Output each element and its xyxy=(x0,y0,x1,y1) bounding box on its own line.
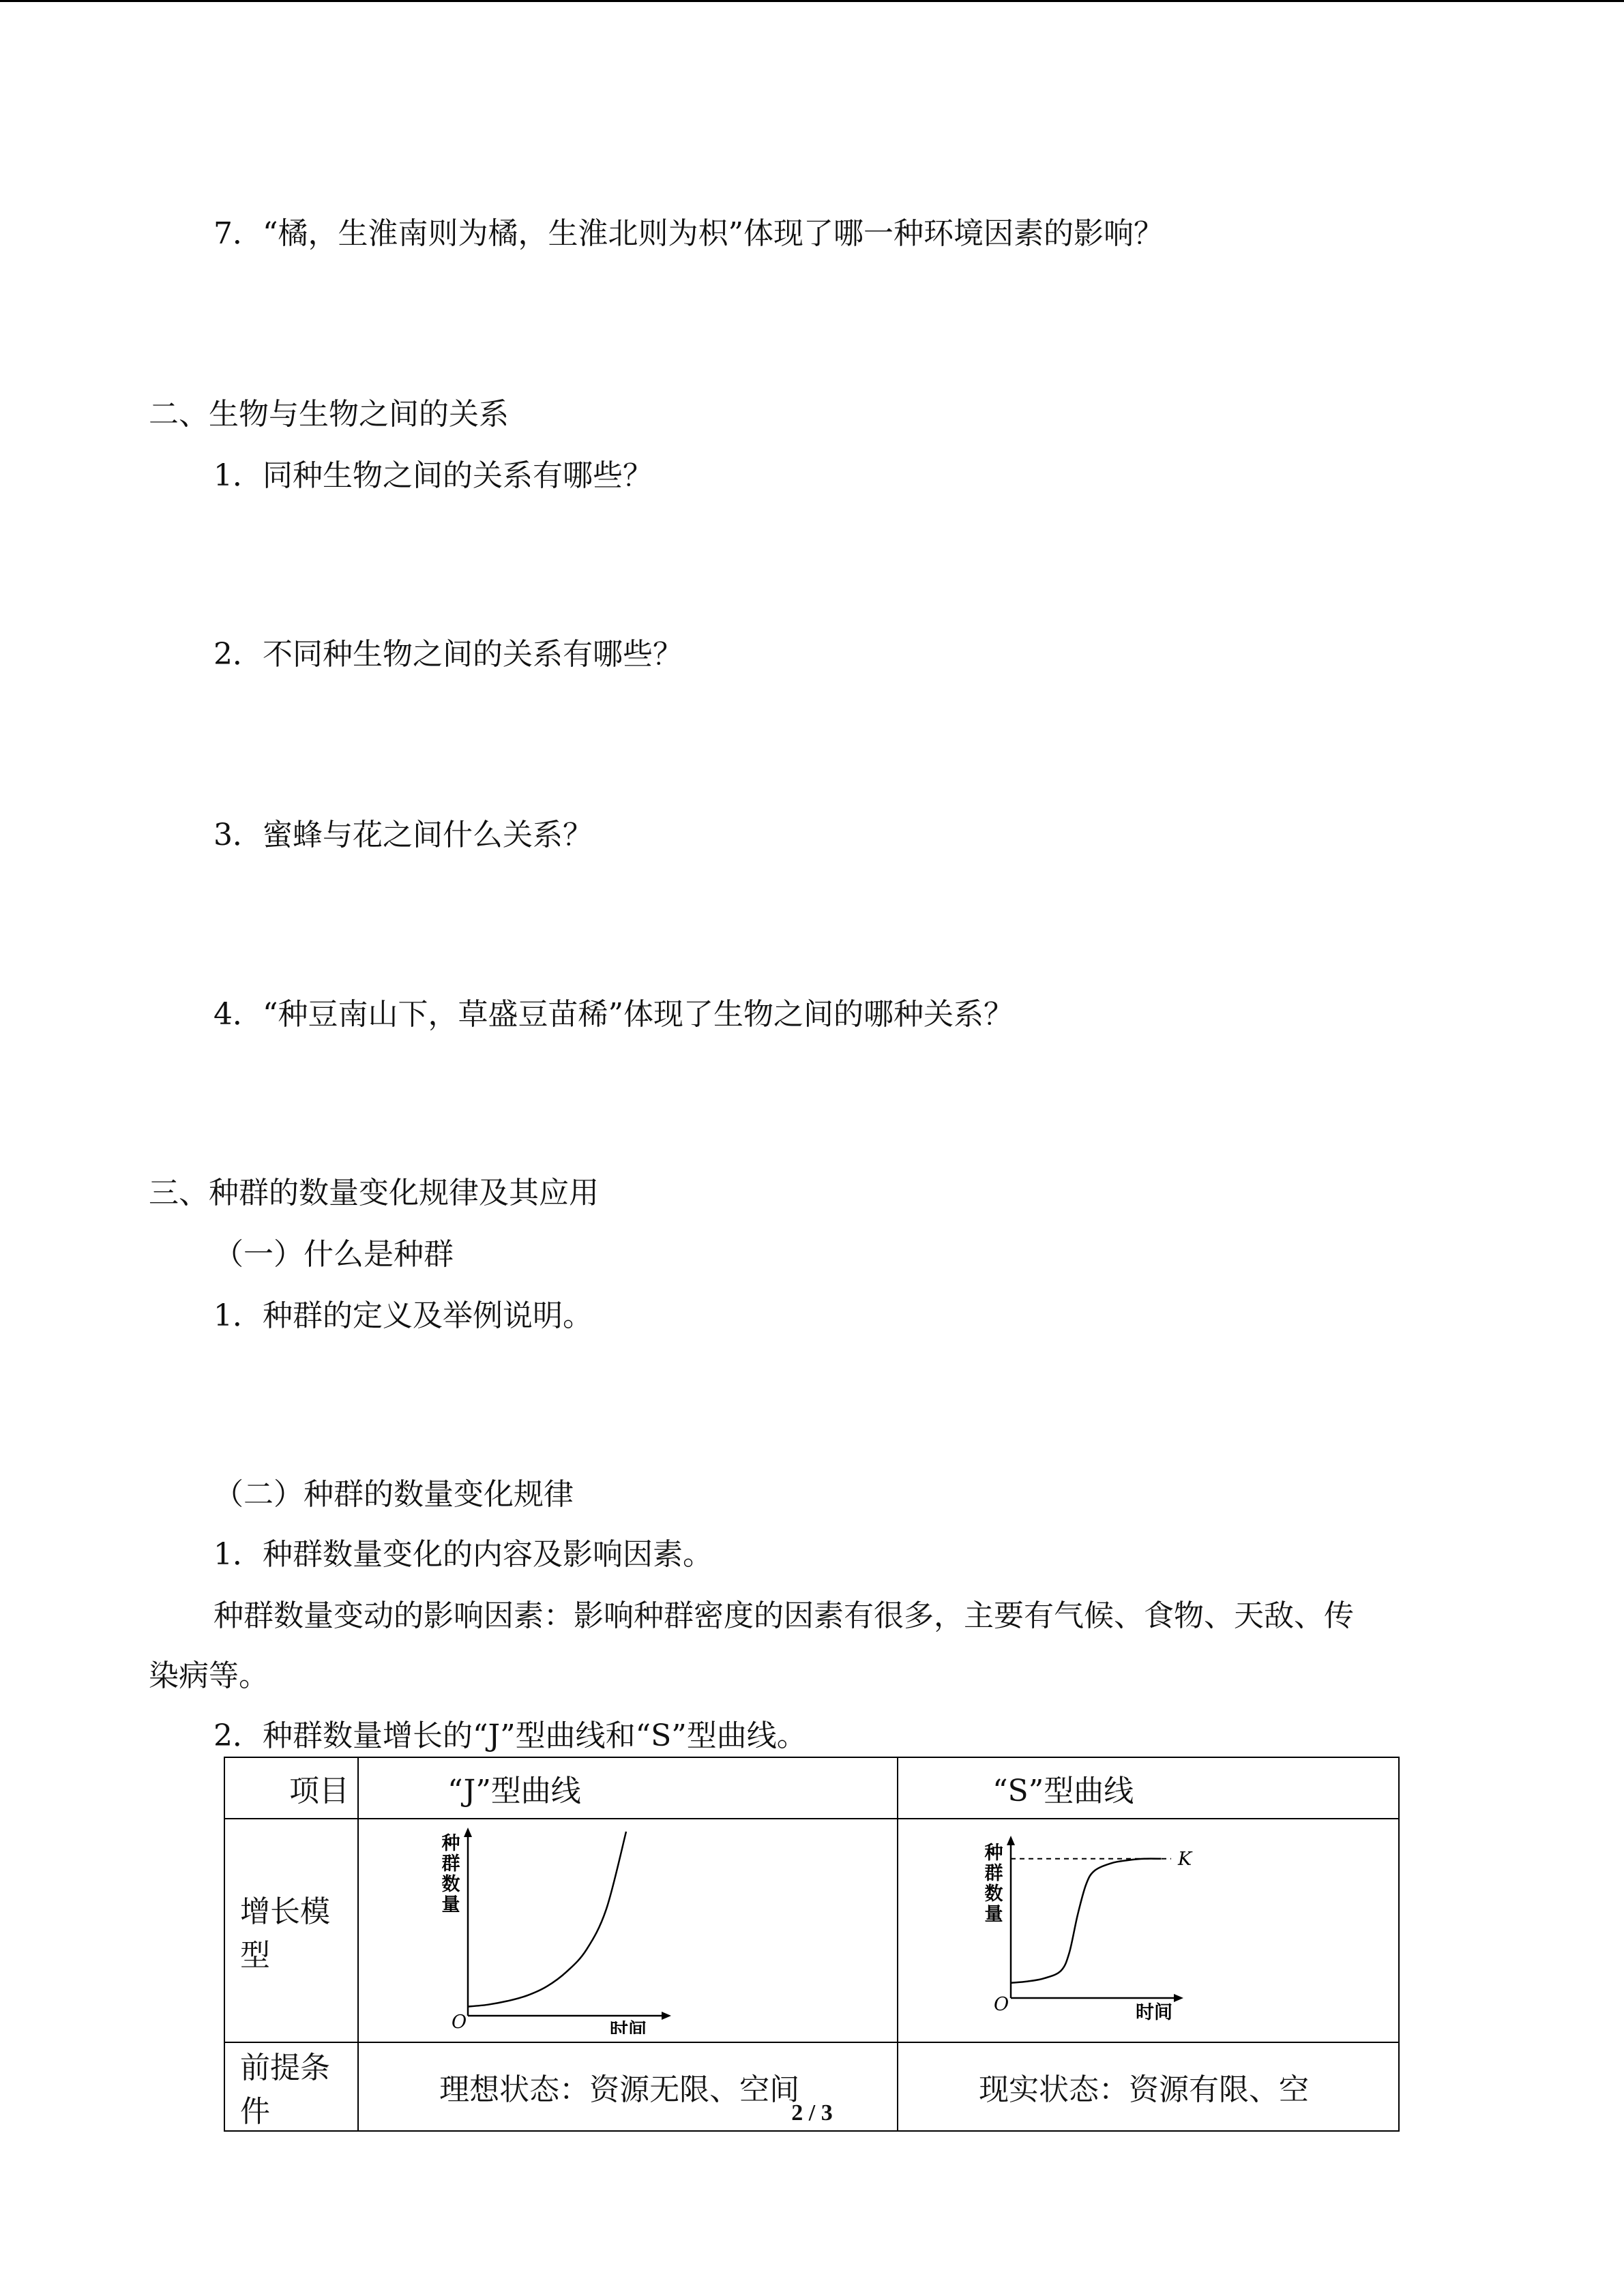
top-border xyxy=(0,0,1624,2)
header-j-curve: “J”型曲线 xyxy=(358,1757,898,1819)
condition-j-curve: 理想状态：资源无限、空间 xyxy=(358,2042,898,2131)
section-2-question-4: 4．“种豆南山下，草盛豆苗稀”体现了生物之间的哪种关系？ xyxy=(213,997,1014,1032)
header-s-curve: “S”型曲线 xyxy=(898,1757,1399,1819)
j-origin-label: O xyxy=(452,2012,467,2033)
s-k-label: K xyxy=(1178,1848,1192,1870)
section-2-title: 二、生物与生物之间的关系 xyxy=(149,397,509,432)
s-y-axis-arrow xyxy=(1007,1836,1015,1845)
table-header-row xyxy=(224,1757,1399,1819)
subsection-1-question-1: 1．种群的定义及举例说明。 xyxy=(213,1298,593,1333)
factors-paragraph-line-2: 染病等。 xyxy=(149,1658,269,1693)
subsection-2-title: （二）种群的数量变化规律 xyxy=(213,1477,574,1512)
j-y-axis-label-4: 量 xyxy=(441,1894,460,1915)
condition-label: 前提条件 xyxy=(224,2042,358,2131)
s-y-axis-label-1: 种 xyxy=(984,1843,1003,1864)
growth-model-label: 增长模型 xyxy=(224,1819,358,2042)
j-y-axis-label-2: 群 xyxy=(441,1853,460,1875)
factors-paragraph-line-1: 种群数量变动的影响因素：影响种群密度的因素有很多，主要有气候、食物、天敌、传 xyxy=(213,1598,1354,1633)
s-x-axis-label: 时间 xyxy=(1136,2002,1173,2023)
header-item: 项目 xyxy=(224,1757,358,1819)
j-y-axis-arrow xyxy=(464,1828,472,1837)
s-y-axis-label-3: 数 xyxy=(984,1883,1003,1905)
j-x-axis-label: 时间 xyxy=(610,2020,647,2034)
section-2-question-1: 1．同种生物之间的关系有哪些？ xyxy=(213,458,653,493)
s-curve-line xyxy=(1011,1859,1162,1983)
s-y-axis-label-4: 量 xyxy=(984,1904,1003,1925)
subsection-2-question-2: 2．种群数量增长的“J”型曲线和“S”型曲线。 xyxy=(213,1718,807,1753)
j-curve-cell xyxy=(358,1819,898,2042)
condition-s-curve: 现实状态：资源有限、空 xyxy=(898,2042,1399,2131)
j-y-axis-label-1: 种 xyxy=(441,1833,460,1854)
j-x-axis-arrow xyxy=(662,2012,671,2020)
subsection-1-title: （一）什么是种群 xyxy=(213,1237,454,1272)
section-2-question-3: 3．蜜蜂与花之间什么关系？ xyxy=(213,818,593,852)
s-curve-chart xyxy=(898,1819,1374,2034)
s-y-axis-label-2: 群 xyxy=(984,1863,1003,1884)
j-y-axis-label-3: 数 xyxy=(441,1874,460,1895)
j-curve-chart xyxy=(359,1819,874,2034)
section-3-title: 三、种群的数量变化规律及其应用 xyxy=(149,1176,599,1210)
question-7: 7．“橘，生淮南则为橘，生淮北则为枳”体现了哪一种环境因素的影响？ xyxy=(213,216,1164,251)
s-curve-cell xyxy=(898,1819,1399,2042)
subsection-2-question-1: 1．种群数量变化的内容及影响因素。 xyxy=(213,1537,713,1572)
table-row-growth-model xyxy=(224,1819,1399,2042)
page-number: 2 / 3 xyxy=(791,2100,833,2126)
s-origin-label: O xyxy=(994,1994,1009,2015)
curve-comparison-table xyxy=(224,1757,1400,2132)
j-curve-line xyxy=(468,1832,626,2007)
s-x-axis-arrow xyxy=(1174,1994,1183,2002)
section-2-question-2: 2．不同种生物之间的关系有哪些？ xyxy=(213,637,683,672)
